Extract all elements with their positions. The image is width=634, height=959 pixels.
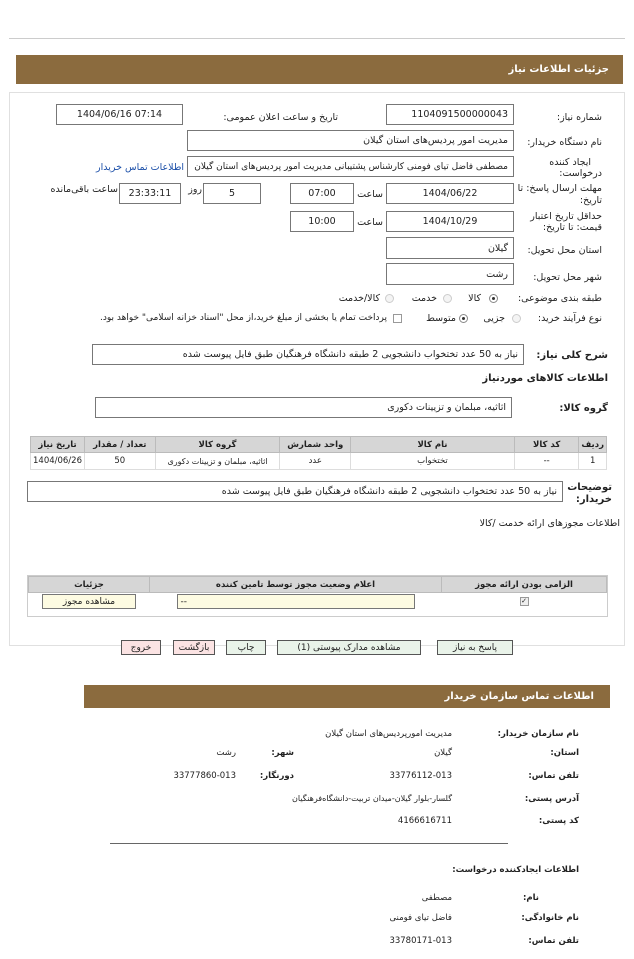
permits-table <box>28 576 607 609</box>
deadline-time-field: 07:00 <box>290 183 354 204</box>
creator-phone-label: تلفن تماس: <box>528 936 579 946</box>
city-field: رشت <box>386 263 514 285</box>
contact-fax-label: دورنگار: <box>259 771 294 781</box>
goods-section-title: اطلاعات کالاهای موردنیاز <box>482 373 608 384</box>
contact-phone-value: 33776112-013 <box>389 771 452 781</box>
validity-date-field: 1404/10/29 <box>386 211 514 232</box>
process-minor-label: جزیی <box>483 313 505 324</box>
goods-cell-group: اثاثیه، مبلمان و تزیینات دکوری <box>155 453 280 470</box>
back-button[interactable]: بازگشت <box>173 640 215 655</box>
category-service-radio[interactable] <box>443 294 452 303</box>
remaining-time-field: 23:33:11 <box>119 183 181 204</box>
process-medium-radio[interactable] <box>459 314 468 323</box>
goods-col-date: تاریخ نیاز <box>31 437 85 453</box>
category-service-label: خدمت <box>411 293 437 304</box>
attachments-button[interactable]: مشاهده مدارک پیوستی (1) <box>277 640 421 655</box>
validity-label-1: حداقل تاریخ اعتبار <box>530 211 602 222</box>
permits-col-required: الزامی بودن ارائه مجوز <box>442 577 607 593</box>
category-goods-label: کالا <box>468 293 481 304</box>
deadline-label-2: تاریخ: <box>579 195 602 206</box>
day-label: روز <box>188 184 202 195</box>
goods-cell-date: 1404/06/26 <box>31 453 85 470</box>
goods-cell-name: تختخواب <box>351 453 515 470</box>
contact-title: اطلاعات تماس سازمان خریدار <box>444 691 594 702</box>
category-goods-radio[interactable] <box>489 294 498 303</box>
contact-phone-label: تلفن تماس: <box>528 771 579 781</box>
creator-field: مصطفی فاضل تیای فومنی کارشناس پشتیبانی مدیریت امور پردیس‌های استان گیلان <box>187 156 514 177</box>
city-label: شهر محل تحویل: <box>533 272 602 283</box>
creator-name-label: نام: <box>522 893 539 903</box>
need-number-label: شماره نیاز: <box>556 112 602 123</box>
deadline-time-label: ساعت <box>357 189 383 200</box>
process-medium-label: متوسط <box>426 313 456 324</box>
validity-time-label: ساعت <box>357 217 383 228</box>
goods-cell-unit: عدد <box>280 453 351 470</box>
permit-status-field[interactable]: -- <box>177 594 415 609</box>
contact-org-label: نام سازمان خریدار: <box>497 729 579 739</box>
creator-label-1: ایجاد کننده <box>549 157 591 168</box>
goods-col-name: نام کالا <box>351 437 515 453</box>
print-button[interactable]: چاپ <box>226 640 266 655</box>
treasury-note: پرداخت تمام یا بخشی از مبلغ خرید،از محل "اسناد خزانه اسلامی" خواهد بود. <box>99 313 387 323</box>
table-row <box>29 593 607 610</box>
contact-province-label: استان: <box>550 748 579 758</box>
creator-phone-value: 33780171-013 <box>389 936 452 946</box>
goods-group-label: گروه کالا: <box>559 403 608 414</box>
contact-city-value: رشت <box>216 748 236 758</box>
announce-label: تاریخ و ساعت اعلان عمومی: <box>223 112 338 123</box>
category-goods-service-label: کالا/خدمت <box>338 293 380 304</box>
province-label: استان محل تحویل: <box>527 245 602 256</box>
contact-org-value: مدیریت امورپردیس‌های استان گیلان <box>325 729 452 739</box>
treasury-checkbox[interactable] <box>393 314 402 323</box>
creator-name-value: مصطفی <box>421 893 452 903</box>
goods-group-field: اثاثیه، مبلمان و تزیینات دکوری <box>95 397 512 418</box>
creator-family-label: نام خانوادگی: <box>521 913 579 923</box>
contact-address-value: گلسار-بلوار گیلان-میدان تربیت-دانشگاه‌فرهنگیان <box>292 794 452 803</box>
creator-family-value: فاضل تیای فومنی <box>389 913 452 923</box>
contact-province-value: گیلان <box>434 748 452 758</box>
goods-table <box>30 436 607 470</box>
table-row <box>31 453 607 470</box>
province-field: گیلان <box>386 237 514 259</box>
buyer-notes-field: نیاز به 50 عدد تختخواب دانشجویی 2 طبقه دانشگاه فرهنگیان طبق فایل پیوست شده <box>27 481 563 502</box>
category-goods-service-radio[interactable] <box>385 294 394 303</box>
creator-info-title: اطلاعات ایجادکننده درخواست: <box>452 865 579 875</box>
permit-required-checkbox: ✓ <box>521 597 527 605</box>
deadline-date-field: 1404/06/22 <box>386 183 514 204</box>
goods-cell-row: 1 <box>579 453 607 470</box>
top-rule <box>9 38 625 39</box>
page-title: جزئیات اطلاعات نیاز <box>508 64 609 75</box>
permits-col-details: جزئیات <box>29 577 150 593</box>
goods-col-unit: واحد شمارش <box>280 437 351 453</box>
contact-postal-label: کد پستی: <box>538 816 579 826</box>
permits-title: اطلاعات مجوزهای ارائه خدمت /کالا <box>479 518 620 529</box>
need-number-field: 1104091500000043 <box>386 104 514 125</box>
contact-divider <box>110 843 508 844</box>
goods-col-group: گروه کالا <box>155 437 280 453</box>
buyer-notes-label-2: خریدار: <box>575 494 612 505</box>
validity-time-field: 10:00 <box>290 211 354 232</box>
buyer-org-label: نام دستگاه خریدار: <box>527 137 602 148</box>
contact-fax-value: 33777860-013 <box>173 771 236 781</box>
summary-field: نیاز به 50 عدد تختخواب دانشجویی 2 طبقه دانشگاه فرهنگیان طبق فایل پیوست شده <box>92 344 524 365</box>
goods-cell-qty: 50 <box>85 453 156 470</box>
page-header <box>16 55 623 84</box>
contact-city-label: شهر: <box>271 748 294 758</box>
creator-label-2: درخواست: <box>559 168 602 179</box>
goods-col-code: کد کالا <box>514 437 579 453</box>
days-remaining-field: 5 <box>203 183 261 204</box>
view-permit-button[interactable]: مشاهده مجوز <box>42 594 136 609</box>
goods-col-qty: تعداد / مقدار <box>85 437 156 453</box>
contact-postal-value: 4166616711 <box>397 816 452 826</box>
buyer-org-field: مدیریت امور پردیس‌های استان گیلان <box>187 130 514 151</box>
process-label: نوع فرآیند خرید: <box>537 313 602 324</box>
goods-col-row: ردیف <box>579 437 607 453</box>
buyer-contact-link[interactable]: اطلاعات تماس خریدار <box>96 162 185 173</box>
process-minor-radio[interactable] <box>512 314 521 323</box>
validity-label-2: قیمت: تا تاریخ: <box>542 222 602 233</box>
contact-address-label: آدرس پستی: <box>524 794 579 804</box>
summary-label: شرح کلی نیاز: <box>536 350 608 361</box>
exit-button[interactable]: خروج <box>121 640 161 655</box>
remaining-time-label: ساعت باقی‌مانده <box>50 184 118 195</box>
permits-col-status: اعلام وضعیت مجوز توسط تامین کننده <box>150 577 442 593</box>
announce-field: 1404/06/16 07:14 <box>56 104 183 125</box>
goods-cell-code: -- <box>514 453 579 470</box>
deadline-label-1: مهلت ارسال پاسخ: تا <box>517 183 602 194</box>
buyer-notes-label-1: توضیحات <box>567 482 612 493</box>
reply-button[interactable]: پاسخ به نیاز <box>437 640 513 655</box>
category-label: طبقه بندی موضوعی: <box>517 293 602 304</box>
contact-header <box>84 685 610 708</box>
